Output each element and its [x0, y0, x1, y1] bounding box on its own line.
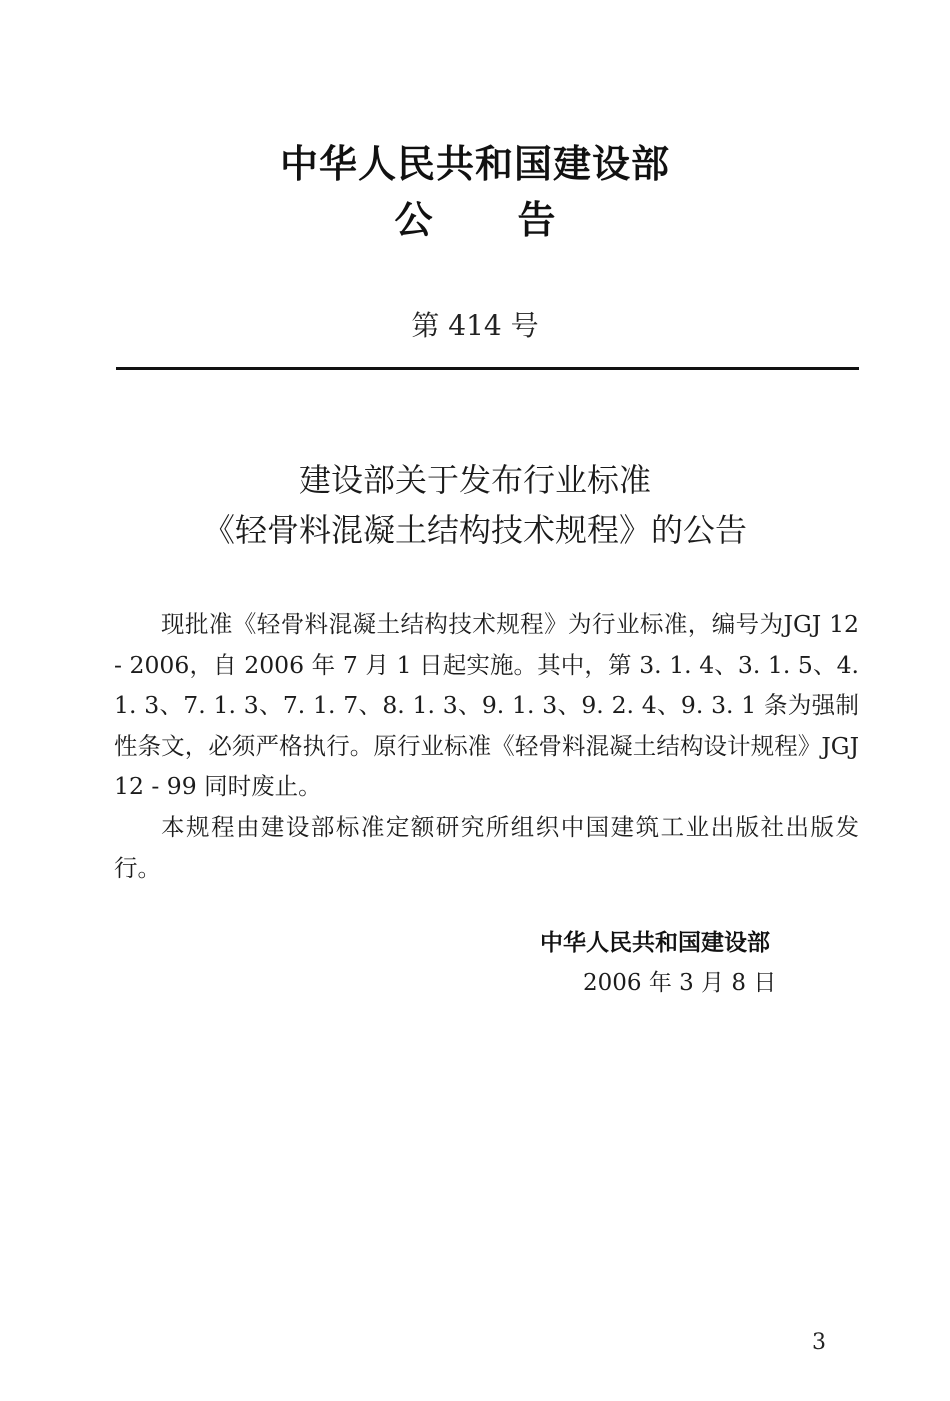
headline-line-1: 建设部关于发布行业标准 [298, 461, 651, 499]
body-paragraph: 现批准《轻骨料混凝土结构技术规程》为行业标准，编号为JGJ 12 - 2006，自 2006 年 7 月 1 日起实施。其中，第 3. 1. 4、3. 1. 5、4. 1. 3、7. 1. 3、7. 1. 7、8. 1. 3、9. 1. 3、9. 2. 4、9. 3. 1 条为强制性条文，必须严格执行。原行业标准《轻骨料混凝土结构设计规程》JGJ 12 - 99 同时废止。 [114, 610, 859, 800]
page-number: 3 [812, 1330, 826, 1355]
body-paragraph: 本规程由建设部标准定额研究所组织中国建筑工业出版社出版发行。 [114, 813, 859, 882]
signature-date: 2006 年 3 月 8 日 [583, 970, 777, 996]
issuer-title: 中华人民共和国建设部 [279, 142, 670, 186]
header-divider [116, 367, 859, 370]
headline-line-2: 《轻骨料混凝土结构技术规程》的公告 [202, 511, 747, 549]
signature-issuer: 中华人民共和国建设部 [540, 930, 770, 956]
notice-title: 公告 [394, 198, 641, 242]
notice-number: 第 414 号 [411, 309, 539, 342]
